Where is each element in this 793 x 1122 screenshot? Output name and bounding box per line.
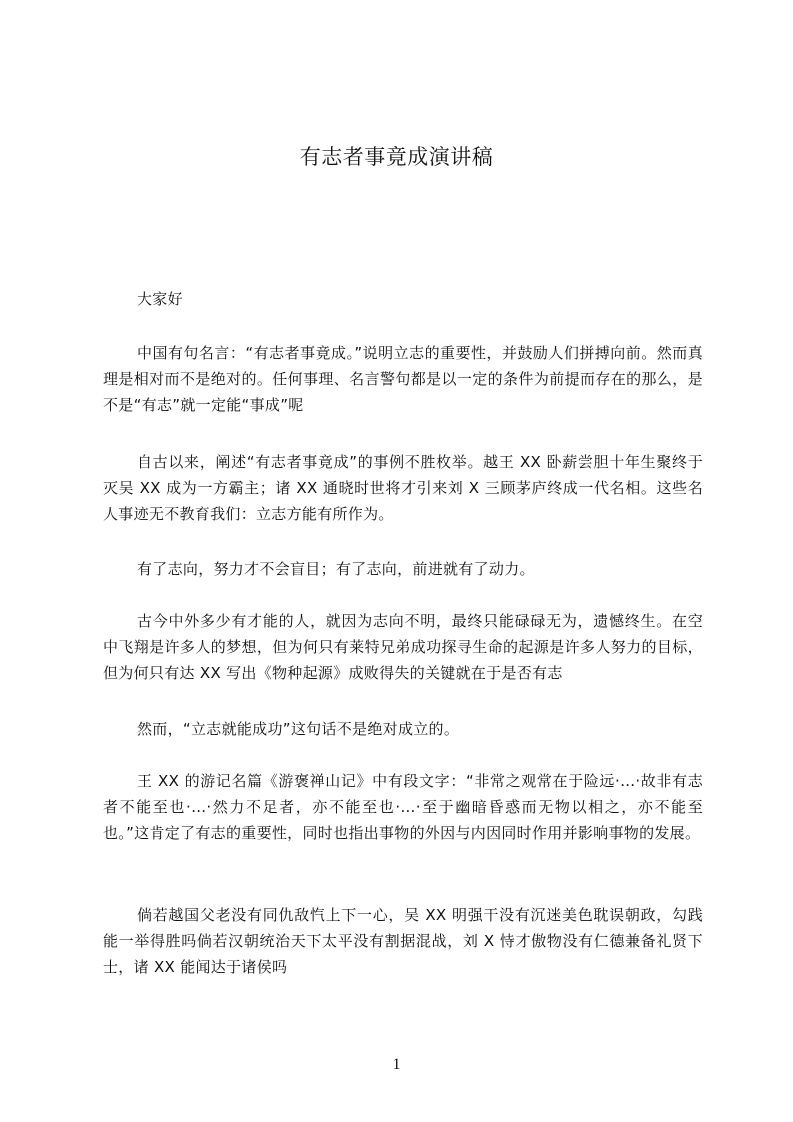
paragraph-5: 然而，“立志就能成功”这句话不是绝对成立的。 [137, 720, 460, 738]
paragraph-2: 自古以来，阐述“有志者事竟成”的事例不胜枚举。越王 XX 卧薪尝胆十年生聚终于灭吴 XX 成为一方霸主；诸 XX 通晓时世将才引来刘 X 三顾茅庐终成一代名相。这些名人事迹无不教育我们：立志方能有所作为。 [103, 453, 703, 523]
paragraph-3: 有了志向，努力才不会盲目；有了志向，前进就有了动力。 [137, 560, 535, 578]
greeting-paragraph: 大家好 [137, 290, 183, 308]
paragraph-6: 王 XX 的游记名篇《游褒禅山记》中有段文字：“非常之观常在于险远·…·故非有志者不能至也·…·然力不足者，亦不能至也·…·至于幽暗昏惑而无物以相之，亦不能至也。”这肯定了有志的重要性，同时也指出事物的外因与内因同时作用并影响事物的发展。 [103, 772, 703, 842]
paragraph-4: 古今中外多少有才能的人，就因为志向不明，最终只能碌碌无为，遗憾终生。在空中飞翔是许多人的梦想，但为何只有莱特兄弟成功探寻生命的起源是许多人努力的目标，但为何只有达 XX 写出《物种起源》成败得失的关键就在于是否有志 [103, 612, 703, 682]
document-title: 有志者事竟成演讲稿 [299, 145, 494, 169]
paragraph-7: 倘若越国父老没有同仇敌忾上下一心，吴 XX 明强干没有沉迷美色耽误朝政，勾践能一举得胜吗倘若汉朝统治天下太平没有割据混战，刘 X 恃才傲物没有仁德兼备礼贤下士，诸 XX 能闻达于诸侯吗 [103, 906, 703, 976]
paragraph-1: 中国有句名言：“有志者事竟成。”说明立志的重要性，并鼓励人们拼搏向前。然而真理是相对而不是绝对的。任何事理、名言警句都是以一定的条件为前提而存在的那么，是不是“有志”就一定能“事成”呢 [103, 344, 703, 414]
page-number: 1 [392, 1056, 401, 1073]
